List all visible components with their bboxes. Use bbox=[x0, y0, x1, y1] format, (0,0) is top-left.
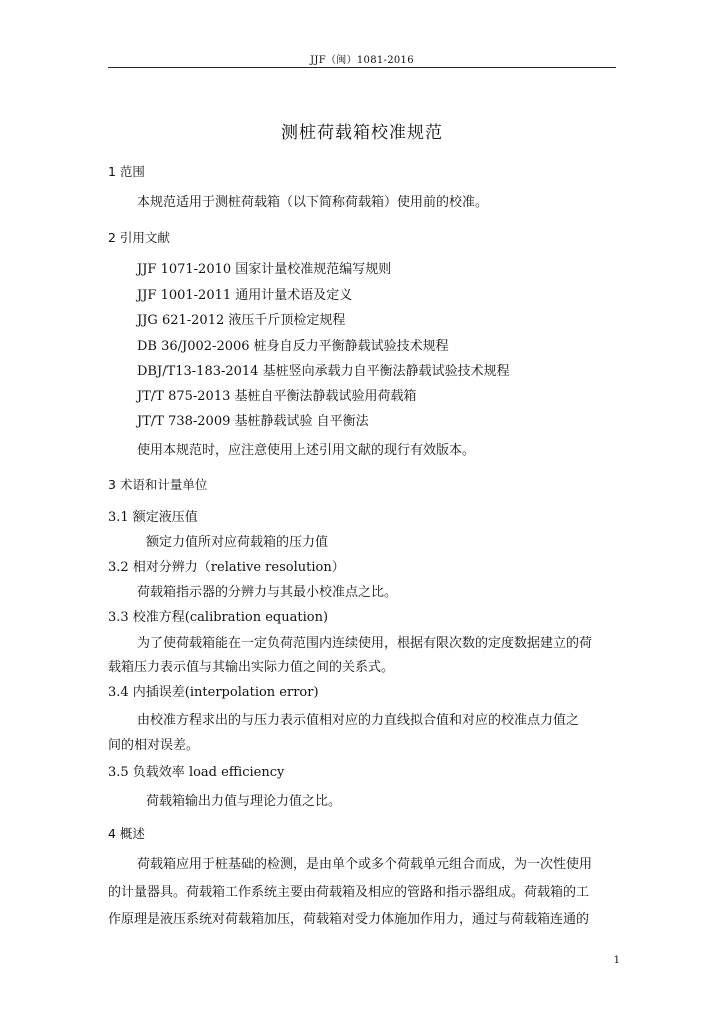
reference-item: JT/T 738-2009 基桩静载试验 自平衡法 bbox=[137, 414, 369, 429]
term-3-4-definition-line: 由校准方程求出的与压力表示值相对应的力直线拟合值和对应的校准点力值之 bbox=[137, 713, 580, 728]
section-4-line: 荷载箱应用于桩基础的检测，是由单个或多个荷载单元组合而成，为一次性使用 bbox=[137, 857, 593, 872]
section-3-heading: 3 术语和计量单位 bbox=[108, 477, 208, 492]
term-3-4-title: 3.4 内插误差(interpolation error) bbox=[108, 685, 319, 700]
section-4-heading: 4 概述 bbox=[108, 826, 145, 841]
term-3-2-definition: 荷载箱指示器的分辨力与其最小校准点之比。 bbox=[137, 585, 398, 600]
document-title: 测桩荷载箱校准规范 bbox=[281, 123, 443, 143]
section-2-heading: 2 引用文献 bbox=[108, 230, 170, 245]
term-3-2-title: 3.2 相对分辨力（relative resolution） bbox=[108, 560, 345, 575]
section-1-paragraph: 本规范适用于测桩荷载箱（以下简称荷载箱）使用前的校准。 bbox=[137, 195, 489, 210]
section-1-heading: 1 范围 bbox=[108, 164, 145, 179]
term-3-1-definition: 额定力值所对应荷载箱的压力值 bbox=[146, 535, 329, 550]
term-3-5-definition: 荷载箱输出力值与理论力值之比。 bbox=[146, 794, 342, 809]
term-3-3-definition-line: 为了使荷载箱能在一定负荷范围内连续使用，根据有限次数的定度数据建立的荷 bbox=[137, 636, 593, 651]
section-4-line: 作原理是液压系统对荷载箱加压，荷载箱对受力体施加作用力，通过与荷载箱连通的 bbox=[108, 912, 590, 927]
header-rule bbox=[108, 67, 616, 68]
section-2-note: 使用本规范时，应注意使用上述引用文献的现行有效版本。 bbox=[137, 443, 476, 458]
reference-item: JJF 1001-2011 通用计量术语及定义 bbox=[137, 288, 353, 303]
running-header: JJF（闽）1081-2016 bbox=[310, 55, 414, 66]
reference-item: JJG 621-2012 液压千斤顶检定规程 bbox=[137, 313, 346, 328]
reference-item: DBJ/T13-183-2014 基桩竖向承载力自平衡法静载试验技术规程 bbox=[137, 364, 510, 379]
term-3-5-title: 3.5 负载效率 load efficiency bbox=[108, 765, 285, 780]
term-3-3-title: 3.3 校准方程(calibration equation) bbox=[108, 610, 329, 625]
section-4-line: 的计量器具。荷载箱工作系统主要由荷载箱及相应的管路和指示器组成。荷载箱的工 bbox=[108, 885, 590, 900]
reference-item: JT/T 875-2013 基桩自平衡法静载试验用荷载箱 bbox=[137, 389, 417, 404]
reference-item: JJF 1071-2010 国家计量校准规范编写规则 bbox=[137, 262, 392, 277]
page-number: 1 bbox=[613, 955, 620, 966]
reference-item: DB 36/J002-2006 桩身自反力平衡静载试验技术规程 bbox=[137, 339, 449, 354]
term-3-4-definition-line: 间的相对误差。 bbox=[108, 738, 200, 753]
term-3-1-title: 3.1 额定液压值 bbox=[108, 510, 198, 525]
term-3-3-definition-line: 载箱压力表示值与其输出实际力值之间的关系式。 bbox=[108, 660, 395, 675]
